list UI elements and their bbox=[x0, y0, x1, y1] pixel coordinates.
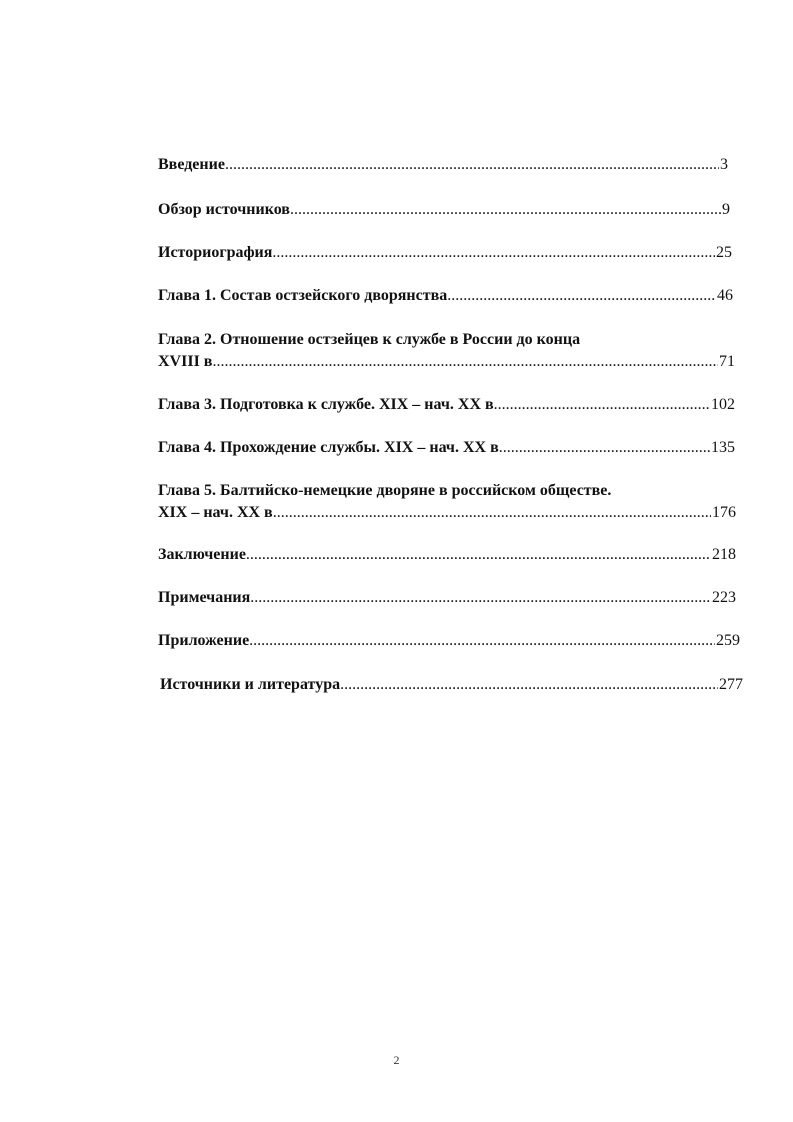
toc-leader-dots bbox=[225, 154, 719, 176]
toc-entry-page: 135 bbox=[711, 439, 735, 456]
toc-leader-dots bbox=[249, 630, 715, 652]
toc-entry-page: 102 bbox=[711, 396, 735, 413]
toc-leader-dots bbox=[340, 674, 718, 696]
toc-entry-title: Глава 4. Прохождение службы. XIX – нач. XX в bbox=[158, 439, 499, 456]
toc-entry-title: Глава 3. Подготовка к службе. XIX – нач. XX в bbox=[158, 396, 494, 413]
toc-leader-dots bbox=[494, 394, 710, 416]
toc-leader-dots bbox=[250, 587, 711, 609]
toc-leader-dots bbox=[290, 199, 721, 221]
toc-entry-title: Глава 5. Балтийско-немецкие дворяне в российском обществе. bbox=[158, 482, 612, 499]
toc-entry-page: 218 bbox=[712, 546, 736, 563]
toc-entry-line bbox=[158, 329, 735, 351]
toc-entry-conclusion bbox=[158, 544, 736, 566]
toc-entry-title-continued: XIX – нач. XX в bbox=[158, 504, 273, 521]
toc-leader-dots bbox=[273, 502, 711, 524]
toc-entry-title: Глава 1. Состав остзейского дворянства bbox=[158, 287, 448, 304]
toc-entry-chapter-1 bbox=[158, 285, 733, 307]
toc-entry-notes bbox=[158, 587, 736, 609]
toc-entry-line bbox=[158, 502, 736, 524]
toc-entry-page: 277 bbox=[719, 676, 743, 693]
toc-entry-chapter-5 bbox=[158, 480, 736, 524]
toc-entry-page: 3 bbox=[720, 156, 728, 173]
toc-entry-historiography bbox=[158, 242, 732, 264]
toc-entry-chapter-4 bbox=[158, 437, 735, 459]
toc-entry-page: 259 bbox=[716, 632, 740, 649]
toc-entry-page: 9 bbox=[722, 201, 730, 218]
toc-entry-title: Приложение bbox=[158, 632, 250, 649]
toc-entry-sources-review bbox=[158, 199, 730, 221]
toc-entry-page: 223 bbox=[712, 589, 736, 606]
toc-entry-title: Глава 2. Отношение остзейцев к службе в России до конца bbox=[158, 331, 581, 348]
toc-entry-line bbox=[158, 351, 735, 373]
toc-leader-dots bbox=[447, 285, 716, 307]
toc-leader-dots bbox=[246, 544, 711, 566]
toc-entry-page: 46 bbox=[717, 287, 733, 304]
toc-entry-title: Источники и литература bbox=[160, 676, 341, 693]
toc-leader-dots bbox=[499, 437, 710, 459]
toc-entry-chapter-2 bbox=[158, 329, 735, 373]
toc-entry-title: Введение bbox=[158, 156, 225, 173]
page-number: 2 bbox=[393, 1053, 400, 1067]
toc-entry-title: Обзор источников bbox=[158, 201, 290, 218]
toc-leader-dots bbox=[212, 351, 718, 373]
toc-entry-page: 176 bbox=[712, 504, 736, 521]
toc-entry-title-continued: XVIII в bbox=[158, 353, 213, 370]
toc-leader-dots bbox=[272, 242, 715, 264]
toc-entry-sources-and-literature bbox=[160, 674, 743, 696]
toc-entry-title: Примечания bbox=[158, 589, 251, 606]
toc-entry-title: Историография bbox=[158, 244, 273, 261]
toc-entry-chapter-3 bbox=[158, 394, 735, 416]
toc-entry-page: 71 bbox=[719, 353, 735, 370]
toc-entry-introduction bbox=[158, 154, 728, 176]
toc-entry-title: Заключение bbox=[158, 546, 246, 563]
toc-entry-line bbox=[158, 480, 736, 502]
toc-entry-page: 25 bbox=[716, 244, 732, 261]
toc-entry-appendix bbox=[158, 630, 740, 652]
